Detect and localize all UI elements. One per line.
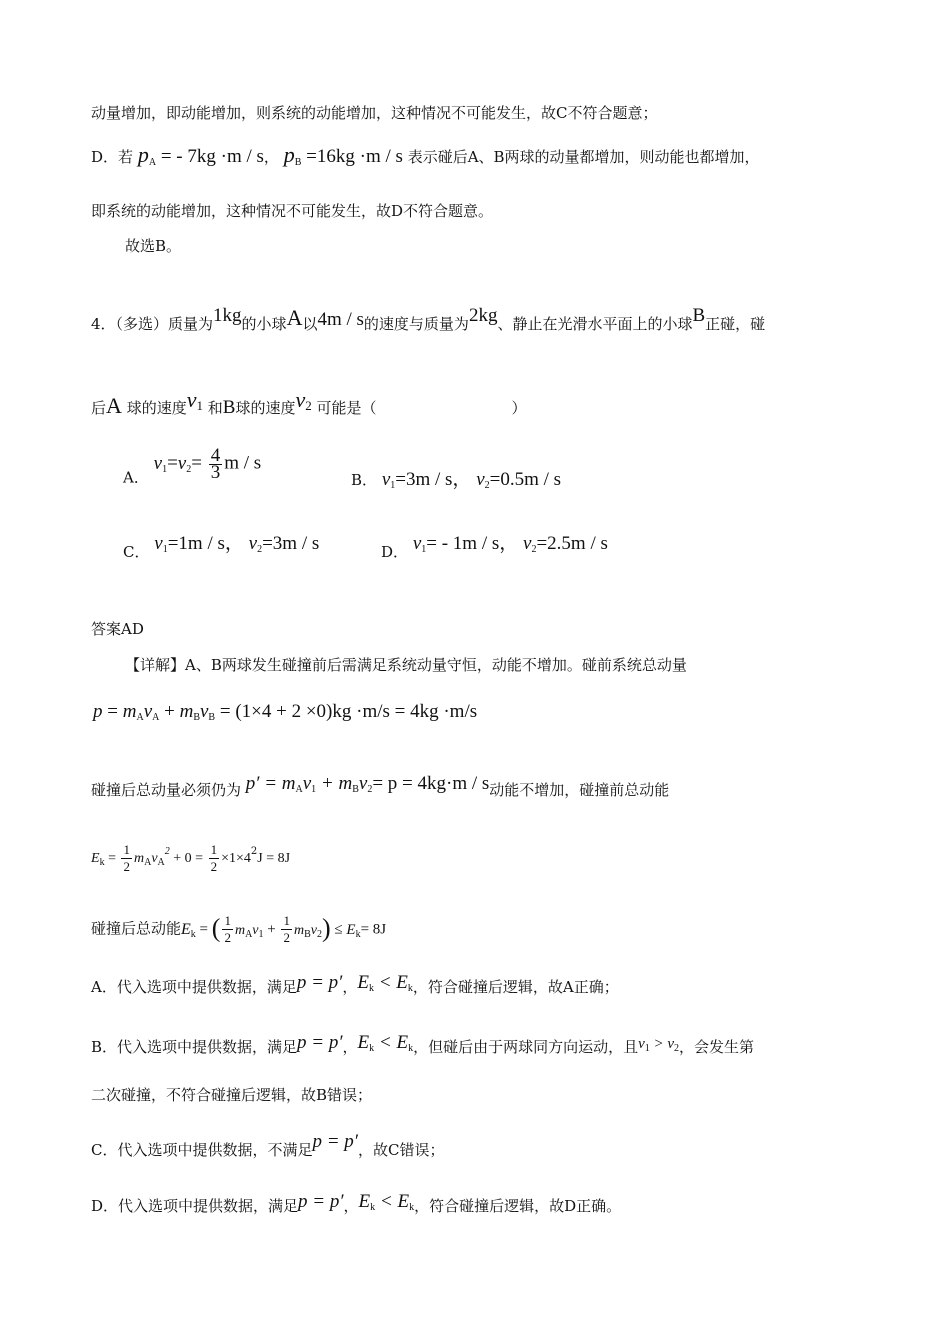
option-d-label: D． <box>381 543 409 561</box>
answer-label: 答案AD <box>91 620 144 638</box>
ball-b-symbol: B <box>222 397 236 418</box>
ball-a-symbol: A <box>106 393 122 418</box>
v1-prime: $v_1$ <box>153 452 168 475</box>
analysis-text: B．代入选项中提供数据，满足 <box>91 1038 298 1056</box>
text-line-1: 动量增加，即动能增加，则系统的动能增加，这种情况不可能发生，故C不符合题意； <box>91 104 658 122</box>
question-text: 球的速度 <box>126 399 187 417</box>
v1-symbol: $v_1$ <box>186 387 203 413</box>
ek-after-line: 碰撞后总动能$E_k$ = ( $\frac{1}{2}$ $m_Av_1$ + $\frac{1}{2}$ $m_Bv_2) \le E_k= 8J$ <box>91 913 387 945</box>
unit: m / s <box>224 452 262 474</box>
ball-a: A <box>286 305 303 330</box>
analysis-text: C．代入选项中提供数据，不满足 <box>91 1141 313 1159</box>
mass-b: 2kg <box>468 305 498 326</box>
question-text: 后 <box>91 399 107 417</box>
question-text: 可能是（ ） <box>316 399 527 417</box>
option-a-label: A． <box>123 468 149 487</box>
v1-prime: $v_1$ <box>381 469 396 491</box>
pa-value: = - 7kg ·m / s <box>160 146 264 167</box>
after-eq: = p = 4kg·m / s <box>372 773 490 794</box>
ek-result: J = 8J <box>257 851 291 866</box>
option-c-v2: =3m / s <box>262 533 320 554</box>
speed-value: 4m / s <box>317 309 364 330</box>
v2-prime: $v_2$ <box>476 469 490 491</box>
question-number: 4．（多选）质量为 <box>91 315 214 333</box>
analysis-d: D．代入选项中提供数据，满足p = p′，$E_k < E_k$，符合碰撞后逻辑，故D正确。 <box>91 1191 622 1215</box>
option-b-v1: =3m / s， <box>395 469 472 490</box>
analysis-text: ，符合碰撞后逻辑，故D正确。 <box>414 1197 622 1215</box>
option-d-prefix: D．若 <box>91 148 134 166</box>
ek-product: ×1×4 <box>221 851 251 866</box>
question-text: 和 <box>207 399 223 417</box>
question-text: 正碰，碰 <box>705 315 766 333</box>
v1-prime: $v_1$ <box>412 533 427 555</box>
pa-symbol: $p_A$ <box>137 142 157 168</box>
equals: = <box>191 452 207 474</box>
v2-prime: $v_2$ <box>177 452 192 475</box>
after-post: 动能不增加，碰撞前总动能 <box>489 781 670 799</box>
question-text: 球的速度 <box>235 399 296 417</box>
v2-prime: $v_2$ <box>523 533 537 555</box>
question-text: 的速度与质量为 <box>363 315 469 333</box>
v2-symbol: $v_2$ <box>295 387 312 413</box>
ball-b: B <box>692 305 706 326</box>
analysis-c: C．代入选项中提供数据，不满足p = p′，故C错误； <box>91 1131 445 1159</box>
ek-after-text: 碰撞后总动能 <box>91 919 182 938</box>
pb-value: =16kg ·m / s <box>306 146 403 167</box>
after-text: 碰撞后总动量必须仍为 <box>91 781 242 799</box>
question-text: 、静止在光滑水平面上的小球 <box>497 315 693 333</box>
mass-a: 1kg <box>213 305 242 326</box>
text-line-2-suffix: 表示碰后A、B两球的动量都增加，则动能也都增加， <box>407 148 760 166</box>
question-text: 的小球 <box>241 315 287 333</box>
option-d-v2: =2.5m / s <box>536 533 608 554</box>
question-text: 以 <box>302 315 318 333</box>
option-a: A． $v_1=v_2=$ $\frac{4}{3}$ m / s <box>123 445 262 487</box>
analysis-text: ，故C错误； <box>357 1141 445 1159</box>
analysis-text: ，会发生第 <box>679 1038 755 1056</box>
option-d-v1: = - 1m / s， <box>426 533 519 554</box>
option-d <box>381 528 608 562</box>
question-line-2 <box>91 387 527 418</box>
option-b-label: B． <box>351 471 378 489</box>
option-c-v1: =1m / s， <box>167 533 244 554</box>
ek-equation: $E_k$ = $\frac{1}{2}$ $m_Av_A^2 + 0$ = $\frac{1}{2}$ $\times 1\times 4^2J = 8J$ <box>91 842 291 874</box>
question-line-1 <box>91 306 765 334</box>
detail-heading: 【详解】A、B两球发生碰撞前后需满足系统动量守恒，动能不增加。碰前系统总动量 <box>125 656 687 674</box>
option-c-label: C． <box>123 543 150 561</box>
fraction: $\frac{4}{3}$ <box>210 445 221 483</box>
v1-prime: $v_1$ <box>154 533 168 555</box>
momentum-equation: $p = m_Av_A + m_Bv_B = (1\times 4 + 2 \times 0)kg \cdot m/s = 4kg \cdot m/s$ <box>93 701 478 723</box>
option-b-v2: =0.5m / s <box>489 469 562 490</box>
analysis-a: A．代入选项中提供数据，满足p = p′，$E_k < E_k$，符合碰撞后逻辑，故A正确； <box>91 972 619 996</box>
analysis-text: D．代入选项中提供数据，满足 <box>91 1197 299 1215</box>
analysis-text: A．代入选项中提供数据，满足 <box>91 978 297 996</box>
momentum-value: (1×4 + 2 ×0)kg ·m/s = 4kg ·m/s <box>235 701 478 722</box>
analysis-text: ，符合碰撞后逻辑，故A正确； <box>412 978 619 996</box>
ek-after-value: = 8J <box>360 921 387 938</box>
analysis-text: ，但碰后由于两球同方向运动，且 <box>413 1038 639 1056</box>
pb-symbol: $p_B$ <box>283 142 302 168</box>
option-c <box>123 528 319 562</box>
conclusion-line: 故选B。 <box>125 237 182 255</box>
option-b <box>351 464 561 491</box>
analysis-b-2: 二次碰撞，不符合碰撞后逻辑，故B错误； <box>91 1086 373 1104</box>
text-line-3: 即系统的动能增加，这种情况不可能发生，故D不符合题意。 <box>91 202 494 220</box>
separator: ， <box>263 148 279 166</box>
text-line-2 <box>91 142 760 173</box>
v2-prime: $v_2$ <box>248 533 263 555</box>
after-momentum-line: 碰撞后总动量必须仍为 $p' = m_Av_1 + m_Bv_2= p = 4kg\cdot m / s$动能不增加，碰撞前总动能 <box>91 773 670 799</box>
analysis-b: B．代入选项中提供数据，满足p = p′，$E_k < E_k$，但碰后由于两球同方向运动，且$v_1 > v_2$，会发生第 <box>91 1032 755 1056</box>
